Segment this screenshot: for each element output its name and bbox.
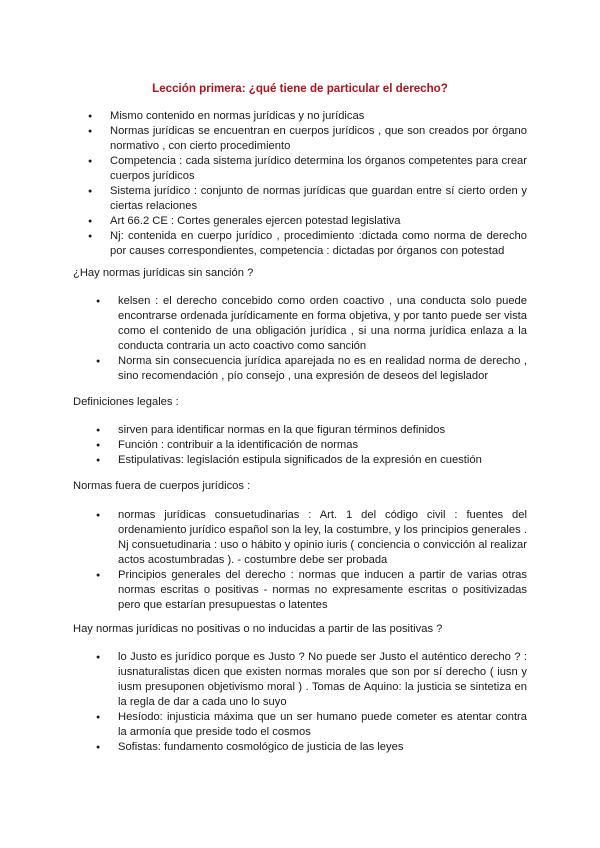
list-item: ● Norma sin consecuencia jurídica aparejada no es en realidad norma de derecho , sino recomendación , pío consejo , una expresión de deseos del legislador: [93, 354, 527, 384]
list-item: ● Sofistas: fundamento cosmológico de justicia de las leyes: [93, 740, 527, 755]
list-item: ● kelsen : el derecho concebido como orden coactivo , una conducta solo puede encontrarse ordenada jurídicamente en forma objetiva, y por tanto puede ser vista como el contenido de una obligación jurídica , si una norma jurídica enlaza a la conducta contraria un acto coactivo como sanción: [93, 294, 527, 354]
list-item: ● Hesíodo: injusticia máxima que un ser humano puede cometer es atentar contra la armonía que preside todo el cosmos: [93, 710, 527, 740]
list-item: ● Estipulativas: legislación estipula significados de la expresión en cuestión: [93, 453, 527, 468]
section-heading-sancion: ¿Hay normas jurídicas sin sanción ?: [73, 267, 254, 279]
list-item: ● lo Justo es jurídico porque es Justo ? No puede ser Justo el auténtico derecho ? : iusnaturalistas dicen que existen normas morales que son por sí derecho ( iusn y iusm presuponen objetivismo moral ) . Tomas de Aquino: la justicia se sintetiza en la regla de dar a cada uno lo suyo: [93, 650, 527, 710]
section-list-no-positivas: [93, 650, 527, 755]
list-item: ● Sistema jurídico : conjunto de normas jurídicas que guardan entre sí cierto orden y ciertas relaciones: [85, 184, 527, 214]
section-list-definiciones: [93, 423, 527, 468]
list-item: ● normas jurídicas consuetudinarias : Art. 1 del código civil : fuentes del ordenamiento jurídico español son la ley, la costumbre, y los principios generales . Nj consuetudinaria : uso o hábito y opinio iuris ( conciencia o convicción al realizar actos acostumbradas ). - costumbre debe ser probada: [93, 508, 527, 568]
section-heading-definiciones: Definiciones legales :: [73, 396, 179, 408]
intro-list: [85, 109, 527, 259]
section-list-fuera-cuerpos: [93, 508, 527, 613]
list-item: ● Competencia : cada sistema jurídico determina los órganos competentes para crear cuerpos jurídicos: [85, 154, 527, 184]
list-item: ● Principios generales del derecho : normas que inducen a partir de varias otras normas escritas o positivas - normas no expresamente escritas o positivizadas pero que estarían presupuestas o latentes: [93, 568, 527, 613]
page-title: Lección primera: ¿qué tiene de particular el derecho?: [152, 82, 448, 95]
section-heading-no-positivas: Hay normas jurídicas no positivas o no inducidas a partir de las positivas ?: [73, 623, 443, 635]
list-item: ● Función : contribuir a la identificación de normas: [93, 438, 527, 453]
section-heading-fuera-cuerpos: Normas fuera de cuerpos jurídicos :: [73, 480, 251, 492]
list-item: ● Nj: contenida en cuerpo jurídico , procedimiento :dictada como norma de derecho por causes correspondientes, competencia : dictadas por órganos con potestad: [85, 229, 527, 259]
section-list-sancion: [93, 294, 527, 384]
list-item: ● Art 66.2 CE : Cortes generales ejercen potestad legislativa: [85, 214, 527, 229]
list-item: ● Mismo contenido en normas jurídicas y no jurídicas: [85, 109, 527, 124]
list-item: ● sirven para identificar normas en la que figuran términos definidos: [93, 423, 527, 438]
list-item: ● Normas jurídicas se encuentran en cuerpos jurídicos , que son creados por órgano normativo , con cierto procedimiento: [85, 124, 527, 154]
